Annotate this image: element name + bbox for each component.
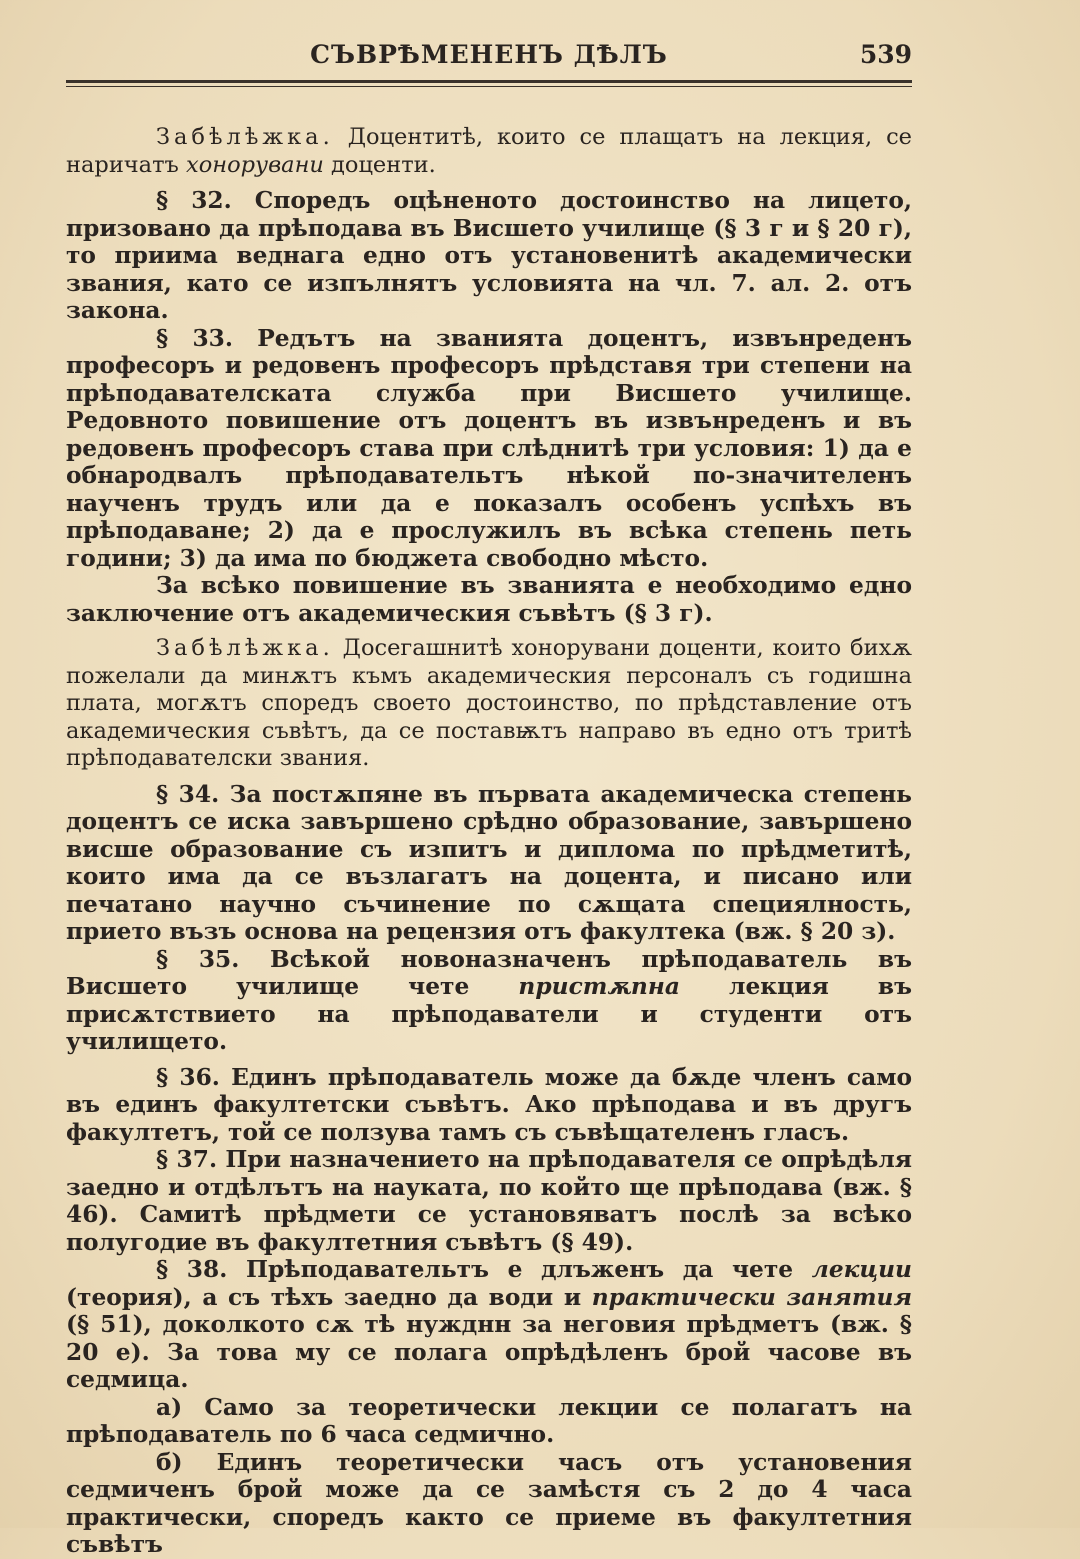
section-emphasis: лекции [811,1256,912,1283]
section-35 [66,946,912,1056]
note-emphasis: хонорувани [186,151,324,178]
header-rule-thick [66,80,912,83]
section-text: (теория), а съ тѣхъ заедно да води и [66,1283,592,1311]
section-38 [66,1256,912,1394]
section-text: § 35. Всѣкой новоназначенъ прѣподаватель въ Висшето училище чете [66,945,912,1000]
section-text: § 38. Прѣподавательтъ е длъженъ да чете [156,1256,812,1283]
section-text: лекция въ присѫтствието на прѣподаватели и студенти отъ училището. [66,973,912,1055]
note-paragraph [66,635,912,773]
section-title: СЪВРѢМЕНЕНЪ ДѢЛЪ [310,40,668,69]
section-37: § 37. При назначението на прѣподавателя се опрѣдѣля заедно и отдѣлътъ на науката, по който ще прѣподава (вж. § 46). Самитѣ прѣдмети се установяватъ послѣ за всѣко полугодие въ факултетния съвѣтъ (§ 49). [66,1146,912,1256]
note-label: Забѣлѣжка. [156,124,334,150]
note-text: Досегашнитѣ хонорувани доценти, които бихѫ пожелали да минѫтъ къмъ академическия персоналъ съ годишна плата, могѫтъ споредъ своето достоинство, по прѣдставление отъ академическия съвѣтъ, да се поставѭтъ направо въ едно отъ тритѣ прѣподавателски звания. [66,635,912,771]
section-33: § 33. Редътъ на званията доцентъ, извънреденъ професоръ и редовенъ професоръ прѣдставя три степени на прѣподавателската служба при Висшето училище. Редовното повишение отъ доцентъ въ извънреденъ и въ редовенъ професоръ става при слѣднитѣ три условия: 1) да е обнародвалъ прѣподавательтъ нѣкой по-значителенъ наученъ трудъ или да е показалъ особенъ успѣхъ въ прѣподаване; 2) да е прослужилъ въ всѣка степень петь години; 3) да има по бюджета свободно мѣсто. [66,324,912,572]
section-emphasis: практически занятия [591,1283,912,1311]
page-body [66,124,912,1559]
note-label: Забѣлѣжка. [156,635,334,661]
header-rule-thin [66,86,912,87]
section-36: § 36. Единъ прѣподаватель може да бѫде членъ само въ единъ факултетски съвѣтъ. Ако прѣподава и въ другъ факултетъ, той се ползува тамъ съ съвѣщателенъ гласъ. [66,1063,912,1146]
section-emphasis: пристѫпна [518,973,680,1000]
list-item-a: а) Само за теоретически лекции се полагатъ на прѣподаватель по 6 часа седмично. [66,1393,912,1448]
section-34: § 34. За постѫпяне въ първата академическа степень доцентъ се иска завършено срѣдно образование, завършено висше образование съ изпитъ и диплома по прѣдметитѣ, които има да се възлагатъ на доцента, и писано или печатано научно съчинение по сѫщата специялность, прието възъ основа на рецензия отъ факултека (вж. § 20 з). [66,780,912,945]
note-text: Доцентитѣ, които се плащатъ на лекция, се наричатъ [66,124,912,178]
section-32: § 32. Споредъ оцѣненото достоинство на лицето, призовано да прѣподава въ Висшето училище (§ 3 г и § 20 г), то приима веднага едно отъ установенитѣ академически звания, като се изпълнятъ условията на чл. 7. ал. 2. отъ закона. [66,187,912,324]
note-paragraph [66,124,912,179]
section-text: (§ 51), доколкото сѫ тѣ нужднн за неговия прѣдметъ (вж. § 20 е). За това му се полага опрѣдѣленъ брой часове въ седмица. [66,1311,912,1393]
paragraph: За всѣко повишение въ званията е необходимо едно заключение отъ академическия съвѣтъ (§ 3 г). [66,572,912,627]
running-header [66,36,912,80]
page-number: 539 [859,40,912,69]
note-text: доценти. [323,151,436,178]
list-item-b: б) Единъ теоретически часъ отъ установения седмиченъ брой може да се замѣстя съ 2 до 4 часа практически, споредъ както се приеме въ факултетния съвѣтъ [66,1448,912,1558]
